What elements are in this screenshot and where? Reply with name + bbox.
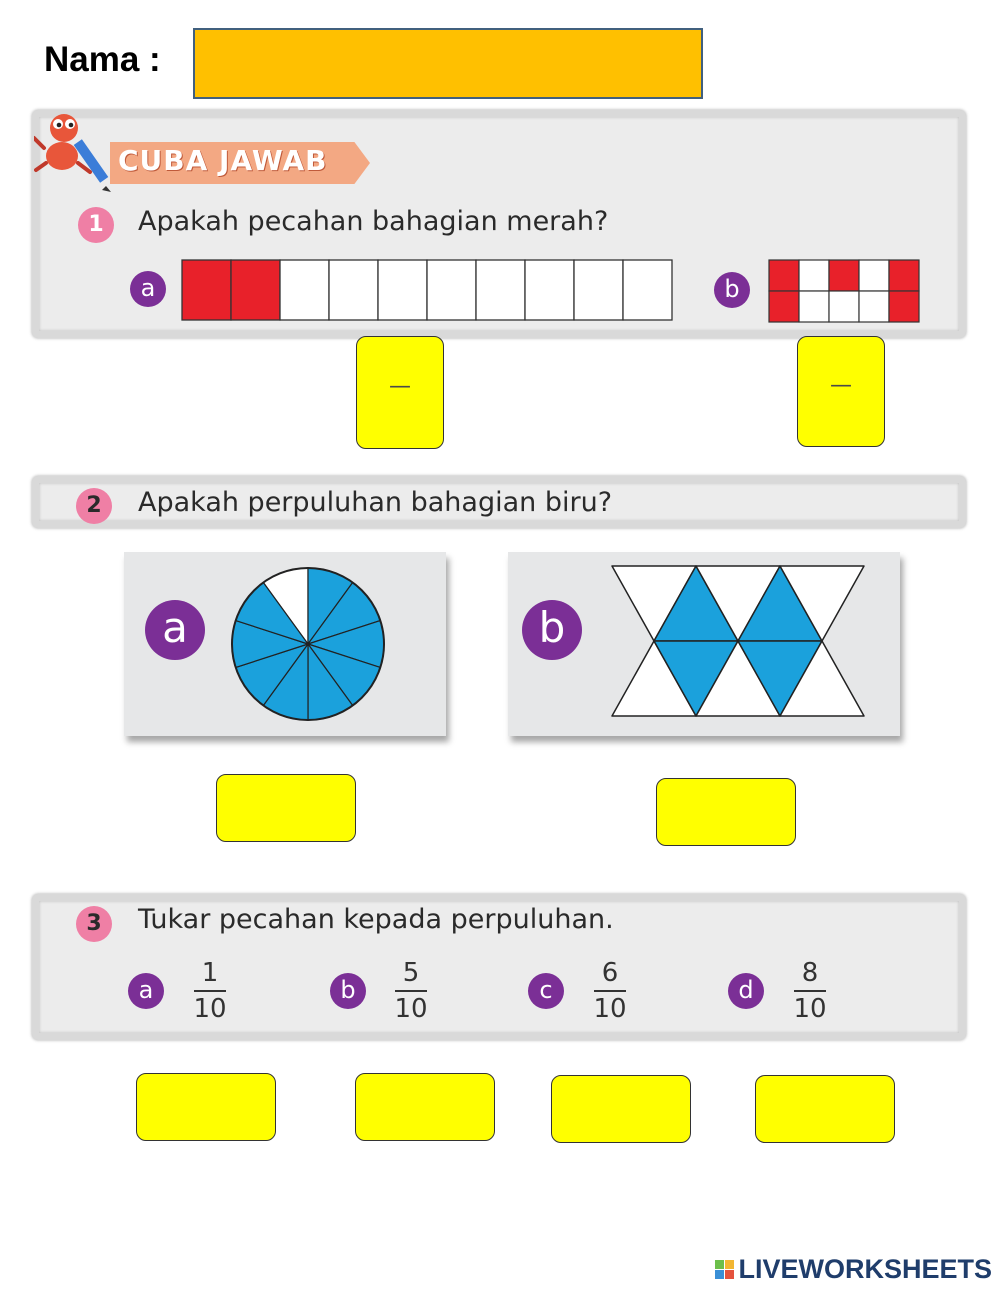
q3-a-denominator: 10 (193, 994, 227, 1024)
fraction-bar (794, 990, 826, 992)
q3-c-denominator: 10 (593, 994, 627, 1024)
question-1-text: Apakah pecahan bahagian merah? (138, 206, 609, 237)
q3-d-label: d (728, 973, 764, 1009)
banner-title: CUBA JAWAB (118, 144, 328, 177)
q1-a-label: a (130, 271, 166, 307)
fraction-bar (395, 990, 427, 992)
q2-a-circle-diagram (230, 566, 386, 722)
question-1-number: 1 (78, 207, 114, 243)
q3-a-fraction (190, 958, 230, 1024)
grid-cell (829, 291, 859, 322)
strip-cell (476, 260, 525, 320)
q3-a-label: a (128, 973, 164, 1009)
grid-cell (859, 291, 889, 322)
q2-b-triangle-diagram (610, 564, 868, 718)
q3-b-fraction (391, 958, 431, 1024)
q3-d-denominator: 10 (793, 994, 827, 1024)
q3-a-answer-box[interactable] (136, 1073, 276, 1141)
q1-b-answer-box[interactable] (797, 336, 885, 447)
q3-b-denominator: 10 (394, 994, 428, 1024)
q1-a-answer-box[interactable] (356, 336, 444, 449)
grid-cell (859, 260, 889, 291)
grid-cell (769, 291, 799, 322)
grid-cell (799, 260, 829, 291)
q2-a-answer-box[interactable] (216, 774, 356, 842)
q1-b-label: b (714, 272, 750, 308)
q3-c-label: c (528, 973, 564, 1009)
strip-cell (574, 260, 623, 320)
question-3-number: 3 (76, 906, 112, 942)
strip-cell (427, 260, 476, 320)
q3-c-fraction (590, 958, 630, 1024)
fraction-bar (194, 990, 226, 992)
q1-a-fraction-strip (181, 259, 673, 321)
name-label: Nama : (44, 40, 161, 79)
strip-cell (280, 260, 329, 320)
liveworksheets-logo (715, 1254, 992, 1285)
q1-b-fraction-grid (768, 259, 920, 323)
grid-cell (889, 260, 919, 291)
q3-b-numerator: 5 (402, 958, 420, 988)
liveworksheets-brand: LIVEWORKSHEETS (738, 1254, 992, 1284)
q3-d-answer-box[interactable] (755, 1075, 895, 1143)
question-2-text: Apakah perpuluhan bahagian biru? (138, 487, 613, 518)
question-3-text: Tukar pecahan kepada perpuluhan. (138, 904, 614, 935)
fraction-bar (594, 990, 626, 992)
grid-cell (769, 260, 799, 291)
name-input[interactable] (193, 28, 703, 99)
strip-cell (231, 260, 280, 320)
q1-a-fraction-line: — (389, 374, 411, 399)
q3-d-numerator: 8 (801, 958, 819, 988)
q3-a-numerator: 1 (201, 958, 219, 988)
grid-cell (889, 291, 919, 322)
strip-cell (182, 260, 231, 320)
strip-cell (525, 260, 574, 320)
grid-cell (829, 260, 859, 291)
q1-b-fraction-line: — (830, 373, 852, 398)
strip-cell (329, 260, 378, 320)
q2-b-answer-box[interactable] (656, 778, 796, 846)
q3-b-label: b (330, 973, 366, 1009)
q3-b-answer-box[interactable] (355, 1073, 495, 1141)
question-2-number: 2 (76, 488, 112, 524)
grid-cell (799, 291, 829, 322)
liveworksheets-logo-icon (715, 1260, 734, 1279)
strip-cell (623, 260, 672, 320)
q3-c-numerator: 6 (601, 958, 619, 988)
q2-b-label: b (522, 600, 582, 660)
strip-cell (378, 260, 427, 320)
q2-a-label: a (145, 600, 205, 660)
q3-c-answer-box[interactable] (551, 1075, 691, 1143)
q3-d-fraction (790, 958, 830, 1024)
